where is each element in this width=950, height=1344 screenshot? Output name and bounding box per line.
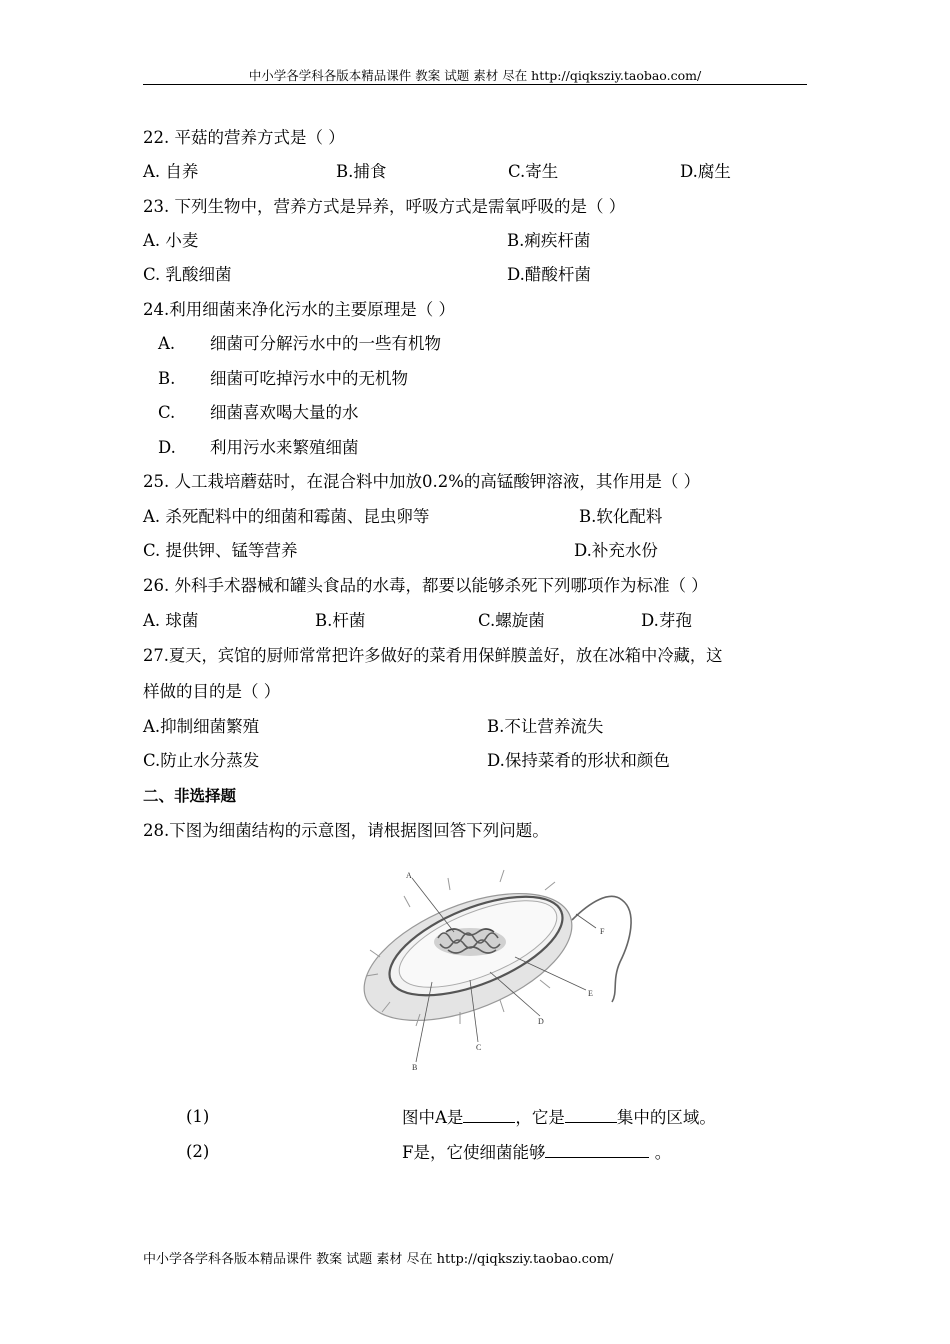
- figure-label-a: A: [406, 871, 412, 880]
- q28-sub2-number: (2): [186, 1142, 210, 1161]
- q24-option-d: 利用污水来繁殖细菌: [210, 438, 359, 457]
- q28-sub1-part1: 图中A是: [402, 1108, 464, 1127]
- q28-sub1-part3: 集中的区域。: [616, 1108, 716, 1127]
- q25-option-a: A. 杀死配料中的细菌和霉菌、昆虫卵等: [143, 507, 430, 526]
- q25-stem: 25. 人工栽培蘑菇时，在混合料中加放0.2%的高锰酸钾溶液，其作用是（ ）: [143, 472, 701, 491]
- bacteria-diagram: [350, 862, 650, 1076]
- q28-sub1-text: [402, 1106, 716, 1129]
- header-rule: [143, 84, 807, 85]
- q27-option-a: A.抑制细菌繁殖: [143, 717, 260, 736]
- q25-option-b: B.软化配料: [579, 507, 663, 526]
- q23-stem: 23. 下列生物中，营养方式是异养，呼吸方式是需氧呼吸的是（ ）: [143, 197, 626, 216]
- q28-stem: 28.下图为细菌结构的示意图，请根据图回答下列问题。: [143, 821, 549, 840]
- q25-option-d: D.补充水份: [574, 541, 658, 560]
- q27-stem-line2: 样做的目的是（ ）: [143, 682, 281, 701]
- figure-label-c: C: [476, 1043, 482, 1052]
- figure-label-e: E: [588, 989, 593, 998]
- answer-blank-3[interactable]: [545, 1141, 649, 1158]
- section-title: 二、非选择题: [143, 787, 237, 805]
- answer-blank-1[interactable]: [463, 1106, 515, 1123]
- q22-option-b: B.捕食: [336, 162, 387, 181]
- q28-sub1-number: (1): [186, 1107, 210, 1126]
- q24-option-a: 细菌可分解污水中的一些有机物: [210, 334, 441, 353]
- q26-option-c: C.螺旋菌: [478, 611, 545, 630]
- answer-blank-2[interactable]: [565, 1106, 617, 1123]
- q22-option-d: D.腐生: [680, 162, 731, 181]
- q28-sub2-part2: 。: [649, 1143, 672, 1162]
- q26-option-b: B.杆菌: [315, 611, 366, 630]
- q28-sub2-text: [402, 1141, 671, 1164]
- q24-option-b-label: B.: [158, 369, 176, 388]
- q28-sub2-part1: F是，它使细菌能够: [402, 1143, 546, 1162]
- q24-option-a-label: A.: [158, 334, 176, 353]
- q23-option-a: A. 小麦: [143, 231, 199, 250]
- q23-option-b: B.痢疾杆菌: [507, 231, 591, 250]
- page-footer: 中小学各学科各版本精品课件 教案 试题 素材 尽在 http://qiqksziy.taobao.com/: [143, 1252, 614, 1267]
- q24-option-d-label: D.: [158, 438, 176, 457]
- q23-option-d: D.醋酸杆菌: [507, 265, 591, 284]
- q27-option-b: B.不让营养流失: [487, 717, 604, 736]
- figure-label-b: B: [412, 1063, 418, 1072]
- q24-option-c-label: C.: [158, 403, 176, 422]
- page-header: 中小学各学科各版本精品课件 教案 试题 素材 尽在 http://qiqksziy.taobao.com/: [248, 68, 702, 83]
- q23-option-c: C. 乳酸细菌: [143, 265, 232, 284]
- q26-stem: 26. 外科手术器械和罐头食品的水毒，都要以能够杀死下列哪项作为标准（ ）: [143, 576, 708, 595]
- q22-stem: 22. 平菇的营养方式是（ ）: [143, 128, 345, 147]
- q22-option-a: A. 自养: [143, 162, 199, 181]
- q25-option-c: C. 提供钾、锰等营养: [143, 541, 298, 560]
- q28-sub1-part2: ，它是: [515, 1108, 565, 1127]
- q22-option-c: C.寄生: [508, 162, 559, 181]
- q27-option-d: D.保持菜肴的形状和颜色: [487, 751, 670, 770]
- q26-option-d: D.芽孢: [641, 611, 692, 630]
- q24-stem: 24.利用细菌来净化污水的主要原理是（ ）: [143, 300, 455, 319]
- q24-option-b: 细菌可吃掉污水中的无机物: [210, 369, 408, 388]
- figure-label-f: F: [600, 927, 605, 936]
- q27-stem-line1: 27.夏天，宾馆的厨师常常把许多做好的菜肴用保鲜膜盖好，放在冰箱中冷藏，这: [143, 646, 723, 665]
- q27-option-c: C.防止水分蒸发: [143, 751, 260, 770]
- q24-option-c: 细菌喜欢喝大量的水: [210, 403, 359, 422]
- q26-option-a: A. 球菌: [143, 611, 199, 630]
- figure-label-d: D: [538, 1017, 544, 1026]
